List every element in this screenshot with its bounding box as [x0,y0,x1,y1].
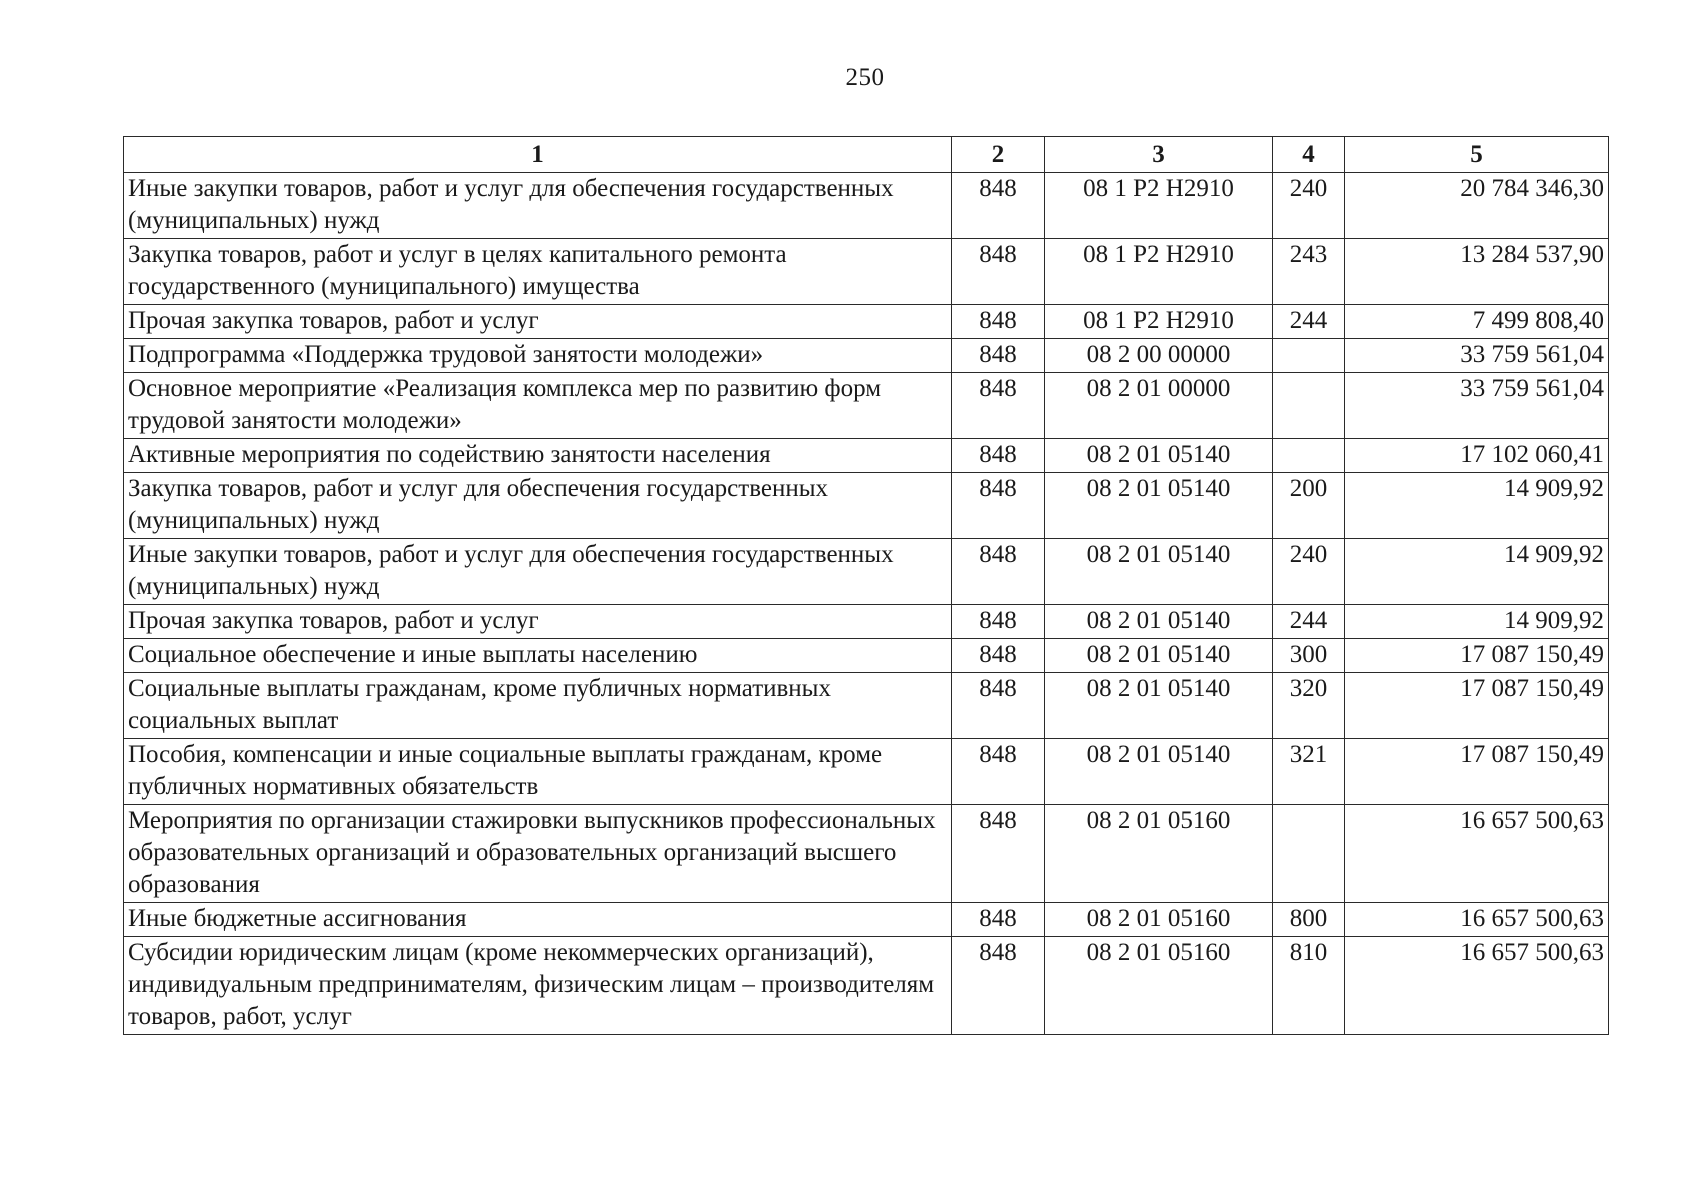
row-expense-type [1273,339,1345,373]
row-program-code: 08 1 Р2 Н2910 [1045,173,1273,239]
row-expense-type: 320 [1273,673,1345,739]
row-ved-code: 848 [952,539,1045,605]
table-row [124,937,1609,1035]
row-expense-type: 200 [1273,473,1345,539]
table-row [124,605,1609,639]
column-header-5: 5 [1345,137,1609,173]
table-row [124,305,1609,339]
row-name: Основное мероприятие «Реализация комплекса мер по развитию форм трудовой занятости молодежи» [124,373,952,439]
table-row [124,373,1609,439]
row-program-code: 08 2 01 05140 [1045,673,1273,739]
row-amount: 17 087 150,49 [1345,739,1609,805]
row-expense-type: 240 [1273,173,1345,239]
table-body [124,173,1609,1035]
row-amount: 13 284 537,90 [1345,239,1609,305]
row-ved-code: 848 [952,673,1045,739]
row-expense-type: 810 [1273,937,1345,1035]
row-ved-code: 848 [952,239,1045,305]
row-expense-type: 243 [1273,239,1345,305]
row-amount: 17 087 150,49 [1345,673,1609,739]
row-name: Пособия, компенсации и иные социальные выплаты гражданам, кроме публичных нормативных обязательств [124,739,952,805]
column-header-1: 1 [124,137,952,173]
row-name: Закупка товаров, работ и услуг в целях капитального ремонта государственного (муниципального) имущества [124,239,952,305]
table-row [124,439,1609,473]
row-name: Субсидии юридическим лицам (кроме некоммерческих организаций), индивидуальным предпринимателям, физическим лицам – производителям товаров, работ, услуг [124,937,952,1035]
row-amount: 33 759 561,04 [1345,339,1609,373]
row-program-code: 08 1 Р2 Н2910 [1045,239,1273,305]
row-amount: 16 657 500,63 [1345,937,1609,1035]
row-ved-code: 848 [952,639,1045,673]
row-name: Иные закупки товаров, работ и услуг для обеспечения государственных (муниципальных) нужд [124,539,952,605]
row-ved-code: 848 [952,473,1045,539]
table-row [124,739,1609,805]
row-ved-code: 848 [952,937,1045,1035]
row-name: Социальные выплаты гражданам, кроме публичных нормативных социальных выплат [124,673,952,739]
table-row [124,173,1609,239]
row-program-code: 08 2 01 05140 [1045,539,1273,605]
row-ved-code: 848 [952,439,1045,473]
table-row [124,639,1609,673]
row-ved-code: 848 [952,605,1045,639]
table-row [124,473,1609,539]
row-program-code: 08 2 01 05140 [1045,439,1273,473]
row-program-code: 08 2 01 05160 [1045,903,1273,937]
row-name: Подпрограмма «Поддержка трудовой занятости молодежи» [124,339,952,373]
page-number: 250 [845,64,885,91]
column-header-3: 3 [1045,137,1273,173]
row-program-code: 08 2 00 00000 [1045,339,1273,373]
row-program-code: 08 2 01 05140 [1045,605,1273,639]
row-amount: 14 909,92 [1345,605,1609,639]
row-amount: 14 909,92 [1345,539,1609,605]
row-amount: 33 759 561,04 [1345,373,1609,439]
column-header-2: 2 [952,137,1045,173]
row-expense-type: 800 [1273,903,1345,937]
table-row [124,239,1609,305]
row-amount: 20 784 346,30 [1345,173,1609,239]
table-row [124,539,1609,605]
row-name: Прочая закупка товаров, работ и услуг [124,305,952,339]
row-program-code: 08 1 Р2 Н2910 [1045,305,1273,339]
row-expense-type: 300 [1273,639,1345,673]
row-expense-type [1273,373,1345,439]
row-expense-type: 321 [1273,739,1345,805]
row-amount: 17 102 060,41 [1345,439,1609,473]
row-name: Активные мероприятия по содействию занятости населения [124,439,952,473]
column-header-4: 4 [1273,137,1345,173]
row-amount: 16 657 500,63 [1345,903,1609,937]
row-amount: 16 657 500,63 [1345,805,1609,903]
row-name: Закупка товаров, работ и услуг для обеспечения государственных (муниципальных) нужд [124,473,952,539]
budget-table [123,136,1609,1035]
row-program-code: 08 2 01 05140 [1045,639,1273,673]
row-name: Иные закупки товаров, работ и услуг для обеспечения государственных (муниципальных) нужд [124,173,952,239]
row-amount: 7 499 808,40 [1345,305,1609,339]
table-row [124,903,1609,937]
header-row [124,137,1609,173]
row-name: Мероприятия по организации стажировки выпускников профессиональных образовательных организаций и образовательных организаций высшего образования [124,805,952,903]
row-expense-type: 244 [1273,605,1345,639]
row-program-code: 08 2 01 05160 [1045,937,1273,1035]
row-ved-code: 848 [952,903,1045,937]
row-expense-type: 240 [1273,539,1345,605]
row-program-code: 08 2 01 05140 [1045,739,1273,805]
row-expense-type [1273,439,1345,473]
row-amount: 17 087 150,49 [1345,639,1609,673]
row-program-code: 08 2 01 00000 [1045,373,1273,439]
row-amount: 14 909,92 [1345,473,1609,539]
row-ved-code: 848 [952,739,1045,805]
row-name: Социальное обеспечение и иные выплаты населению [124,639,952,673]
table-row [124,339,1609,373]
row-ved-code: 848 [952,305,1045,339]
table-row [124,673,1609,739]
row-name: Прочая закупка товаров, работ и услуг [124,605,952,639]
row-ved-code: 848 [952,373,1045,439]
row-program-code: 08 2 01 05160 [1045,805,1273,903]
table-row [124,805,1609,903]
row-ved-code: 848 [952,339,1045,373]
row-name: Иные бюджетные ассигнования [124,903,952,937]
row-program-code: 08 2 01 05140 [1045,473,1273,539]
row-ved-code: 848 [952,173,1045,239]
row-expense-type: 244 [1273,305,1345,339]
row-expense-type [1273,805,1345,903]
row-ved-code: 848 [952,805,1045,903]
